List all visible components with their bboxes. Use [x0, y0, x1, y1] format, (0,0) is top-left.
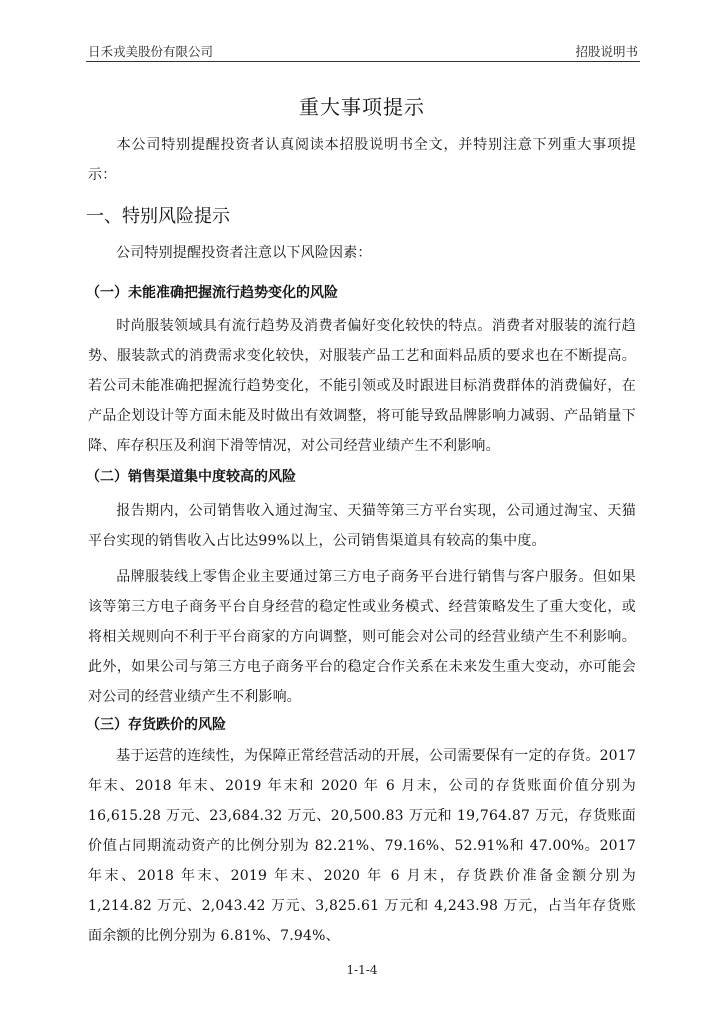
header-document-type: 招股说明书	[575, 44, 638, 59]
risk3-paragraph: 基于运营的连续性，为保障正常经营活动的开展，公司需要保有一定的存货。2017 年末、2018 年末、2019 年末和 2020 年 6 月末，公司的存货账面价值分别为 16,615.28 万元、23,684.32 万元、20,500.83 万元和 19,764.87 万元，存货账面价值占同期流动资产的比例分别为 82.21%、79.16%、52.91%和 47.00%。2017 年末、2018 年末、2019 年末、2020 年 6 月末，存货跌价准备金额分别为 1,214.82 万元、2,043.42 万元、3,825.61 万元和 4,243.98 万元，占当年存货账面余额的比例分别为 6.81%、7.94%、	[88, 748, 636, 944]
page-number: 1-1-4	[346, 963, 378, 977]
risk3-heading: （三）存货跌价的风险	[86, 717, 226, 733]
risk2-heading: （二）销售渠道集中度较高的风险	[86, 469, 296, 485]
section-heading-special-risks: 一、特别风险提示	[86, 206, 230, 227]
risk2-paragraph-1: 报告期内，公司销售收入通过淘宝、天猫等第三方平台实现，公司通过淘宝、天猫平台实现的销售收入占比达99%以上，公司销售渠道具有较高的集中度。	[88, 503, 636, 549]
page-header	[88, 42, 638, 62]
risk1-paragraph: 时尚服装领域具有流行趋势及消费者偏好变化较快的特点。消费者对服装的流行趋势、服装款式的消费需求变化较快，对服装产品工艺和面料品质的要求也在不断提高。若公司未能准确把握流行趋势变化，不能引领或及时跟进目标消费群体的消费偏好，在产品企划设计等方面未能及时做出有效调整，将可能导致品牌影响力减弱、产品销量下降、库存积压及利润下滑等情况，对公司经营业绩产生不利影响。	[88, 318, 636, 454]
header-divider	[86, 61, 640, 62]
risk1-heading: （一）未能准确把握流行趋势变化的风险	[86, 285, 338, 301]
header-company-name: 日禾戎美股份有限公司	[88, 44, 214, 59]
risk-lead-paragraph: 公司特别提醒投资者注意以下风险因素：	[116, 245, 372, 261]
page-title: 重大事项提示	[299, 95, 425, 119]
intro-paragraph: 本公司特别提醒投资者认真阅读本招股说明书全文，并特别注意下列重大事项提示：	[88, 137, 636, 183]
risk2-paragraph-2: 品牌服装线上零售企业主要通过第三方电子商务平台进行销售与客户服务。但如果该等第三方电子商务平台自身经营的稳定性或业务模式、经营策略发生了重大变化，或将相关规则向不利于平台商家的方向调整，则可能会对公司的经营业绩产生不利影响。此外，如果公司与第三方电子商务平台的稳定合作关系在未来发生重大变动，亦可能会对公司的经营业绩产生不利影响。	[88, 569, 636, 705]
